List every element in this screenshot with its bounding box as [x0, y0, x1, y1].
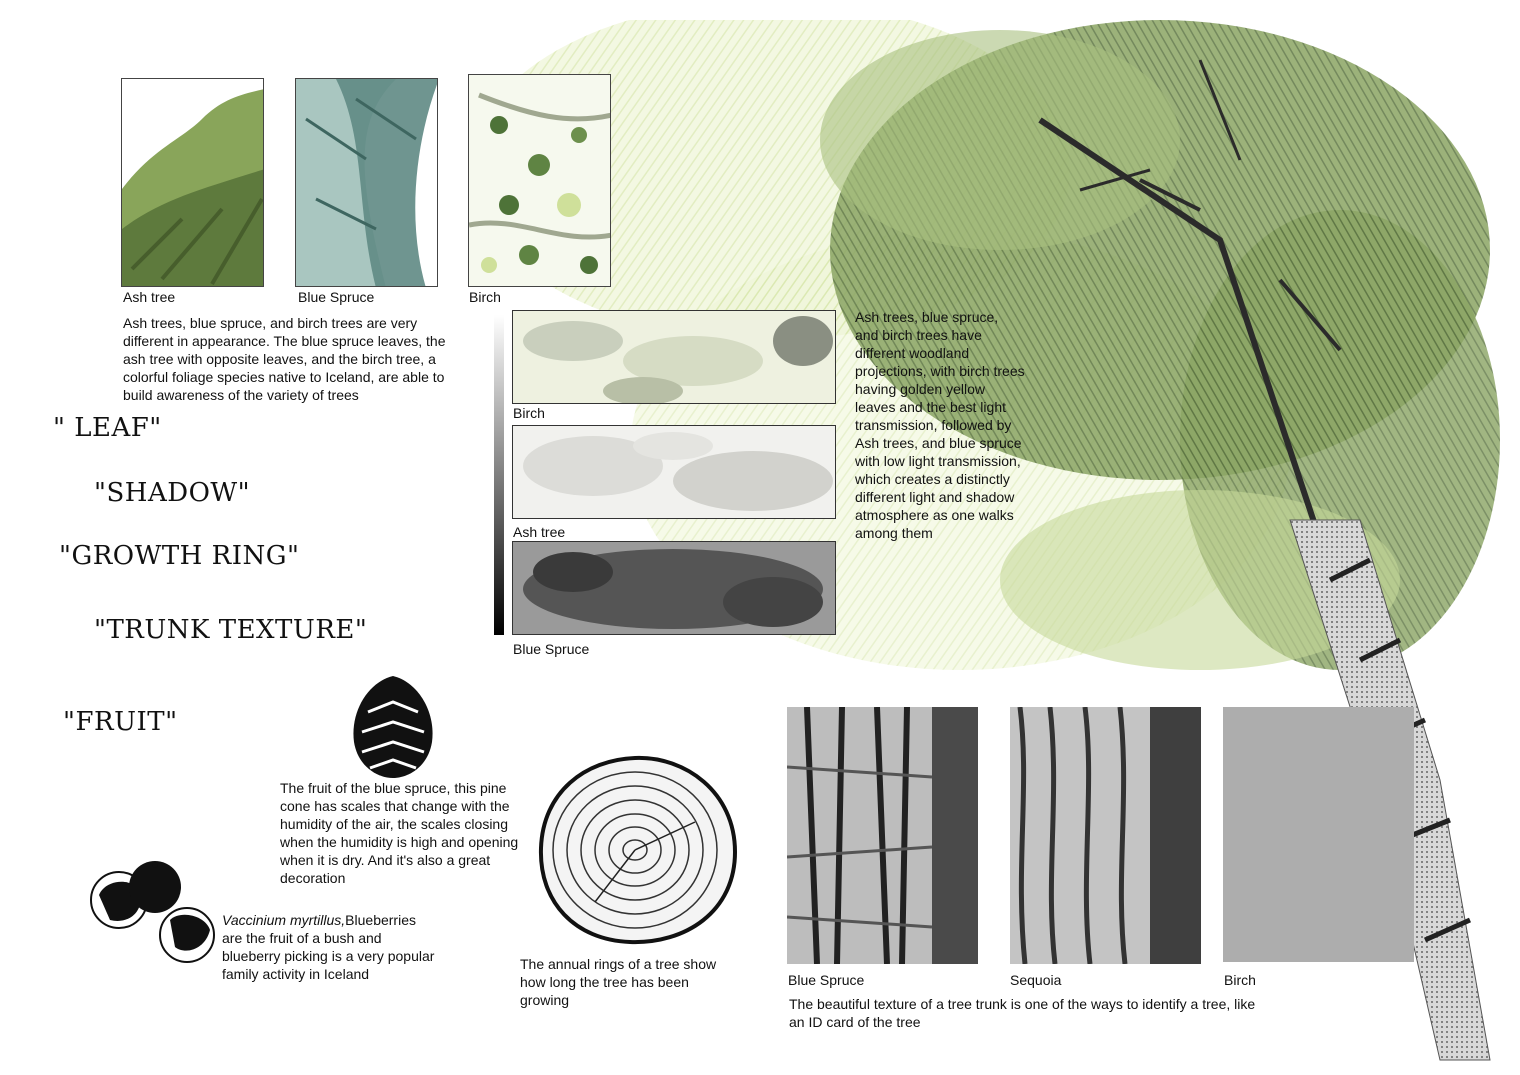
- shadow-caption-blue-spruce: Blue Spruce: [513, 641, 590, 657]
- leaf-caption-birch: Birch: [469, 289, 501, 305]
- ash-tree-shadow-image: [513, 426, 836, 519]
- trunk-caption-sequoia: Sequoia: [1010, 972, 1062, 988]
- birch-shadow-image: [513, 311, 836, 404]
- keyword-shadow: "SHADOW": [94, 478, 251, 508]
- growth-rings-paragraph: The annual rings of a tree show how long the tree has been growing: [520, 956, 717, 1008]
- blue-spruce-leaf-image: [296, 79, 438, 287]
- keyword-fruit: "FRUIT": [63, 707, 178, 737]
- trunk-caption-birch: Birch: [1224, 972, 1256, 988]
- keyword-leaf: " LEAF": [53, 413, 162, 443]
- blueberries-icon: [85, 855, 220, 965]
- blueberry-paragraph: [222, 911, 437, 983]
- leaf-caption-ash-tree: Ash tree: [123, 289, 176, 305]
- intro-paragraph: Ash trees, blue spruce, and birch trees are very different in appearance. The blue spruce leaves, the ash tree with opposite leaves, and the birch tree, a colorful foliage species native to Iceland, are able to build awareness of the variety of trees: [123, 315, 446, 403]
- trunk-card-birch: [1223, 707, 1414, 962]
- keyword-trunk-texture: "TRUNK TEXTURE": [94, 615, 368, 645]
- leaf-card-birch: [468, 74, 611, 287]
- shadow-paragraph: Ash trees, blue spruce, and birch trees have different woodland projections, with birch trees having golden yellow leaves and the best light transmission, followed by Ash trees, and blue spruce with low light transmission, which creates a distinctly different light and shadow atmosphere as one walks among them: [855, 309, 1025, 541]
- leaf-card-ash-tree: [121, 78, 264, 287]
- shadow-panel-birch: [512, 310, 836, 404]
- trunk-texture-paragraph: The beautiful texture of a tree trunk is one of the ways to identify a tree, like an ID card of the tree: [789, 996, 1256, 1030]
- ash-tree-leaf-image: [122, 79, 264, 287]
- blueberry-latin-name: Vaccinium myrtillus,: [222, 912, 346, 928]
- blueberry-description: Blueberries are the fruit of a bush and blueberry picking is a very popular family activity in Iceland: [222, 912, 435, 982]
- shadow-caption-ash-tree: Ash tree: [513, 524, 566, 540]
- birch-leaf-image: [469, 75, 611, 287]
- pine-cone-paragraph: The fruit of the blue spruce, this pine cone has scales that change with the humidity of the air, the scales closing when the humidity is high and opening when it is dry. And it's also a great decoration: [280, 780, 519, 886]
- leaf-card-blue-spruce: [295, 78, 438, 287]
- sequoia-bark-image: [1010, 707, 1201, 964]
- keyword-growth-ring: "GROWTH RING": [59, 541, 300, 571]
- birch-bark-image: [1223, 707, 1414, 962]
- trunk-card-blue-spruce: [787, 707, 978, 964]
- blue-spruce-shadow-image: [513, 542, 836, 635]
- growth-rings-icon: [535, 752, 740, 947]
- light-transmission-gradient-bar: [494, 315, 504, 635]
- shadow-panel-blue-spruce: [512, 541, 836, 635]
- blue-spruce-bark-image: [787, 707, 978, 964]
- leaf-caption-blue-spruce: Blue Spruce: [298, 289, 375, 305]
- trunk-card-sequoia: [1010, 707, 1201, 964]
- shadow-caption-birch: Birch: [513, 405, 545, 421]
- pine-cone-icon: [348, 672, 438, 780]
- trunk-caption-blue-spruce: Blue Spruce: [788, 972, 865, 988]
- shadow-panel-ash-tree: [512, 425, 836, 519]
